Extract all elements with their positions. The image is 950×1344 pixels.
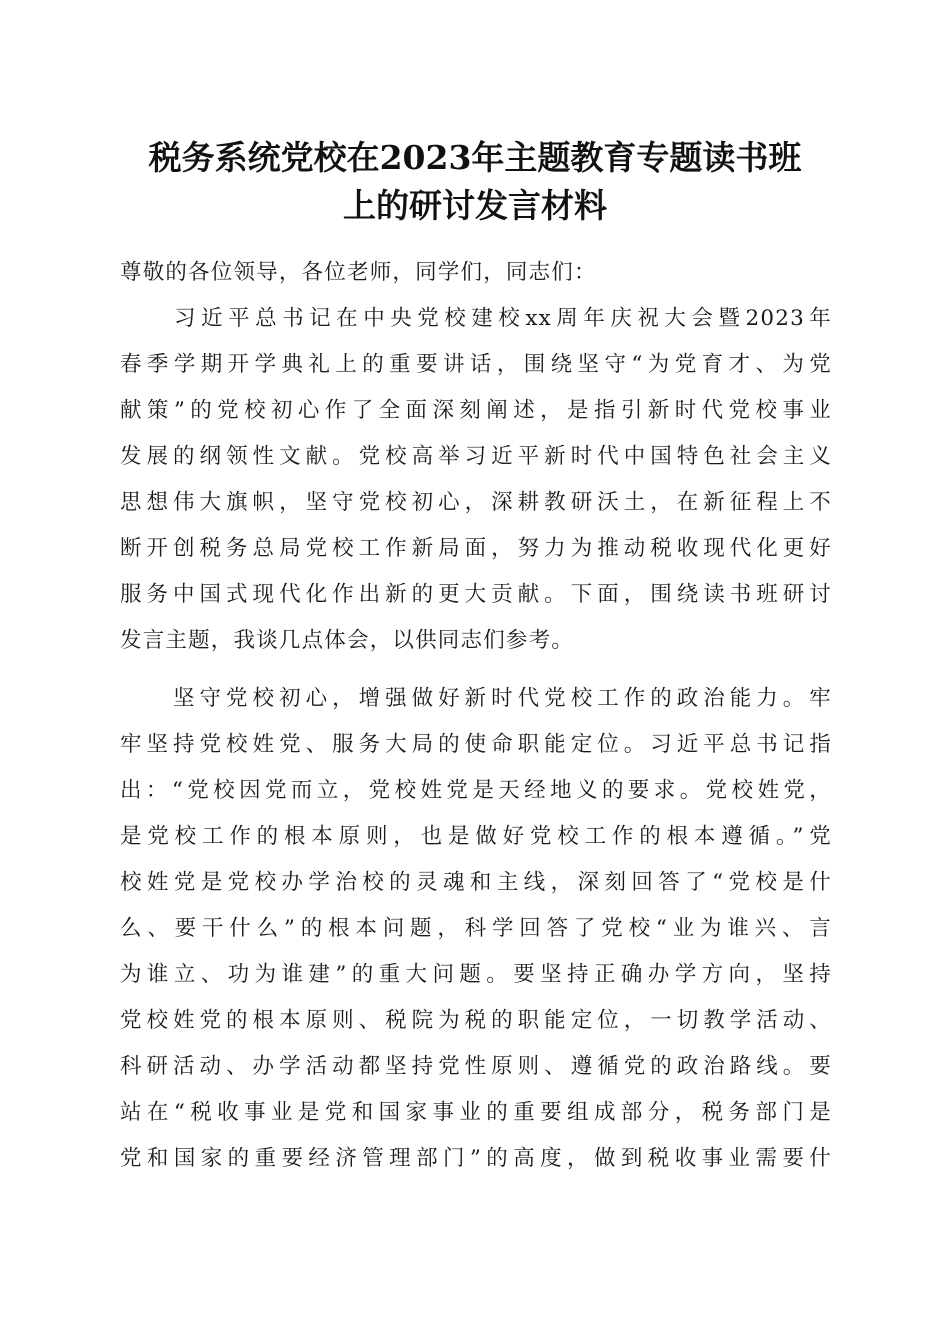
salutation: 尊敬的各位领导，各位老师，同学们，同志们： — [120, 260, 597, 285]
document-body — [120, 250, 832, 1182]
paragraph-2-line: 党校姓党的根本原则、税院为税的职能定位，一切教学活动、 — [120, 1008, 832, 1033]
paragraph-2-line: 校姓党是党校办学治校的灵魂和主线，深刻回答了“党校是什 — [120, 870, 832, 895]
paragraph-1-line: 服务中国式现代化作出新的更大贡献。下面，围绕读书班研讨 — [120, 582, 832, 607]
title-line-2: 上的研讨发言材料 — [343, 186, 607, 225]
paragraph-2-line: 出：“党校因党而立，党校姓党是天经地义的要求。党校姓党， — [120, 778, 832, 803]
paragraph-2-line: 坚守党校初心，增强做好新时代党校工作的政治能力。牢 — [120, 686, 832, 711]
paragraph-2-line: 为谁立、功为谁建”的重大问题。要坚持正确办学方向，坚持 — [120, 962, 832, 987]
paragraph-2-line: 党和国家的重要经济管理部门”的高度，做到税收事业需要什 — [120, 1146, 832, 1171]
paragraph-2-line: 是党校工作的根本原则，也是做好党校工作的根本遵循。”党 — [120, 824, 832, 849]
paragraph-1-line: 发展的纲领性文献。党校高举习近平新时代中国特色社会主义 — [120, 444, 832, 469]
paragraph-1-line: 献策”的党校初心作了全面深刻阐述，是指引新时代党校事业 — [120, 398, 832, 423]
paragraph-2-line: 科研活动、办学活动都坚持党性原则、遵循党的政治路线。要 — [120, 1054, 832, 1079]
paragraph-1-line: 断开创税务总局党校工作新局面，努力为推动税收现代化更好 — [120, 536, 832, 561]
paragraph-1-line: 发言主题，我谈几点体会，以供同志们参考。 — [120, 628, 575, 653]
paragraph-2-line: 么、要干什么”的根本问题，科学回答了党校“业为谁兴、言 — [120, 916, 832, 941]
paragraph-2-line: 牢坚持党校姓党、服务大局的使命职能定位。习近平总书记指 — [120, 732, 832, 757]
paragraph-1-line: 思想伟大旗帜，坚守党校初心，深耕教研沃土，在新征程上不 — [120, 490, 832, 515]
title-line-1: 税务系统党校在2023年主题教育专题读书班 — [148, 138, 802, 177]
paragraph-2-line: 站在“税收事业是党和国家事业的重要组成部分，税务部门是 — [120, 1100, 832, 1125]
document-title — [80, 134, 870, 230]
paragraph-1-line: 春季学期开学典礼上的重要讲话，围绕坚守“为党育才、为党 — [120, 352, 832, 377]
paragraph-1-line: 习近平总书记在中央党校建校xx周年庆祝大会暨2023年 — [120, 306, 832, 331]
